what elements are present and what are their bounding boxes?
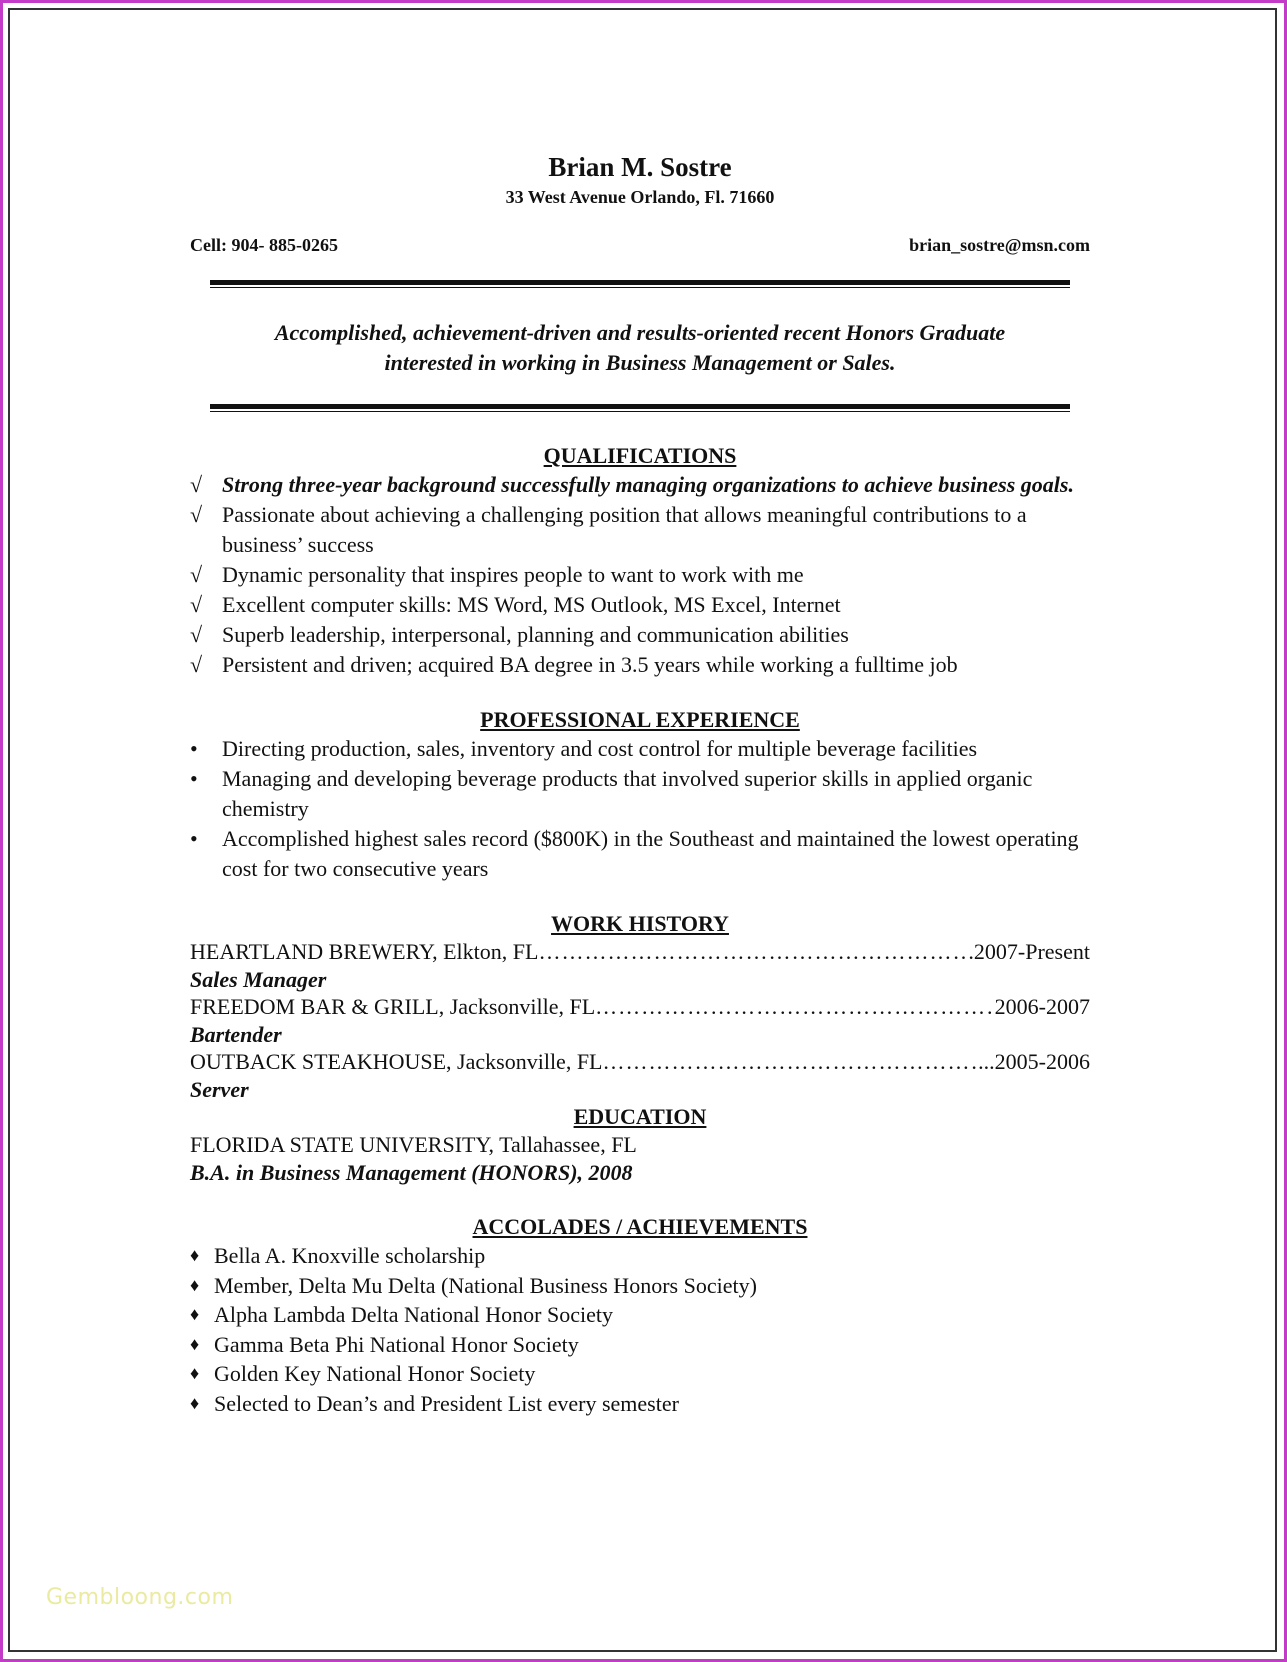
list-item: ♦ Alpha Lambda Delta National Honor Society	[190, 1300, 1090, 1330]
list-item: √ Superb leadership, interpersonal, planning and communication abilities	[190, 620, 1090, 650]
job-line	[190, 993, 1090, 1021]
job-role: Bartender	[190, 1022, 282, 1047]
watermark: Gembloong.com	[46, 1585, 234, 1610]
objective-line-2: interested in working in Business Management or Sales.	[384, 350, 896, 375]
job-role: Sales Manager	[190, 967, 327, 992]
job-employer: OUTBACK STEAKHOUSE, Jacksonville, FL	[190, 1049, 603, 1074]
diamond-icon: ♦	[190, 1274, 200, 1295]
bullet-icon: •	[190, 766, 198, 791]
education-degree: B.A. in Business Management (HONORS), 2008	[190, 1160, 633, 1185]
list-item: ♦ Gamma Beta Phi National Honor Society	[190, 1330, 1090, 1360]
objective-statement	[190, 318, 1090, 378]
accolades-section	[190, 1213, 1090, 1418]
resume-header	[190, 150, 1090, 208]
resume-page	[190, 150, 1090, 1418]
job-years: .2007-Present	[968, 939, 1090, 964]
work-history-section	[190, 910, 1090, 1103]
objective-line-1: Accomplished, achievement-driven and results-oriented recent Honors Graduate	[274, 320, 1006, 345]
leader-dots	[595, 993, 995, 1021]
leader-dots	[538, 938, 968, 966]
qualifications-heading: QUALIFICATIONS	[543, 443, 737, 468]
list-item: • Accomplished highest sales record ($800K) in the Southeast and maintained the lowest operating cost for two consecutive years	[190, 824, 1090, 884]
cell-phone: Cell: 904- 885-0265	[190, 235, 338, 255]
qualifications-list	[190, 470, 1090, 680]
checkmark-icon: √	[190, 562, 203, 587]
job-employer: FREEDOM BAR & GRILL, Jacksonville, FL	[190, 994, 596, 1019]
leader-dots	[603, 1048, 979, 1076]
education-heading: EDUCATION	[573, 1104, 707, 1129]
job-years: 2006-2007	[994, 994, 1090, 1019]
list-item: ♦ Golden Key National Honor Society	[190, 1359, 1090, 1389]
work-history-heading: WORK HISTORY	[551, 911, 729, 936]
accolades-list	[190, 1241, 1090, 1418]
job-role: Server	[190, 1077, 249, 1102]
divider-top	[210, 280, 1070, 288]
divider-bottom	[210, 404, 1070, 412]
checkmark-icon: √	[190, 622, 203, 647]
candidate-name: Brian M. Sostre	[548, 152, 732, 182]
job-employer: HEARTLAND BREWERY, Elkton, FL	[190, 939, 539, 964]
email-address: brian_sostre@msn.com	[909, 235, 1090, 255]
job-years: ...2005-2006	[978, 1049, 1090, 1074]
diamond-icon: ♦	[190, 1392, 200, 1413]
diamond-icon: ♦	[190, 1363, 200, 1383]
experience-section	[190, 706, 1090, 884]
list-item: √ Strong three-year background successfully managing organizations to achieve business goals.	[190, 470, 1090, 500]
bullet-icon: •	[190, 736, 198, 761]
candidate-address: 33 West Avenue Orlando, Fl. 71660	[505, 187, 775, 207]
checkmark-icon: √	[190, 652, 203, 677]
diamond-icon: ♦	[190, 1333, 200, 1354]
list-item: √ Excellent computer skills: MS Word, MS Outlook, MS Excel, Internet	[190, 590, 1090, 620]
diamond-icon: ♦	[190, 1245, 200, 1265]
list-item: √ Dynamic personality that inspires people to want to work with me	[190, 560, 1090, 590]
education-section	[190, 1103, 1090, 1187]
list-item: • Directing production, sales, inventory and cost control for multiple beverage facilities	[190, 734, 1090, 764]
experience-heading: PROFESSIONAL EXPERIENCE	[480, 707, 800, 732]
checkmark-icon: √	[190, 592, 203, 617]
list-item: √ Passionate about achieving a challenging position that allows meaningful contributions to a business’ success	[190, 500, 1090, 560]
list-item: √ Persistent and driven; acquired BA degree in 3.5 years while working a fulltime job	[190, 650, 1090, 680]
experience-list	[190, 734, 1090, 884]
list-item: ♦ Selected to Dean’s and President List every semester	[190, 1389, 1090, 1419]
diamond-icon: ♦	[190, 1304, 200, 1324]
bullet-icon: •	[190, 826, 198, 851]
contact-row	[190, 234, 1090, 256]
accolades-heading: ACCOLADES / ACHIEVEMENTS	[472, 1214, 808, 1239]
education-school: FLORIDA STATE UNIVERSITY, Tallahassee, FL	[190, 1132, 637, 1157]
list-item: ♦ Member, Delta Mu Delta (National Business Honors Society)	[190, 1271, 1090, 1301]
job-line	[190, 938, 1090, 966]
job-line	[190, 1048, 1090, 1076]
qualifications-section	[190, 442, 1090, 680]
checkmark-icon: √	[190, 502, 203, 527]
list-item: • Managing and developing beverage products that involved superior skills in applied organic chemistry	[190, 764, 1090, 824]
list-item: ♦ Bella A. Knoxville scholarship	[190, 1241, 1090, 1271]
checkmark-icon: √	[190, 472, 203, 497]
